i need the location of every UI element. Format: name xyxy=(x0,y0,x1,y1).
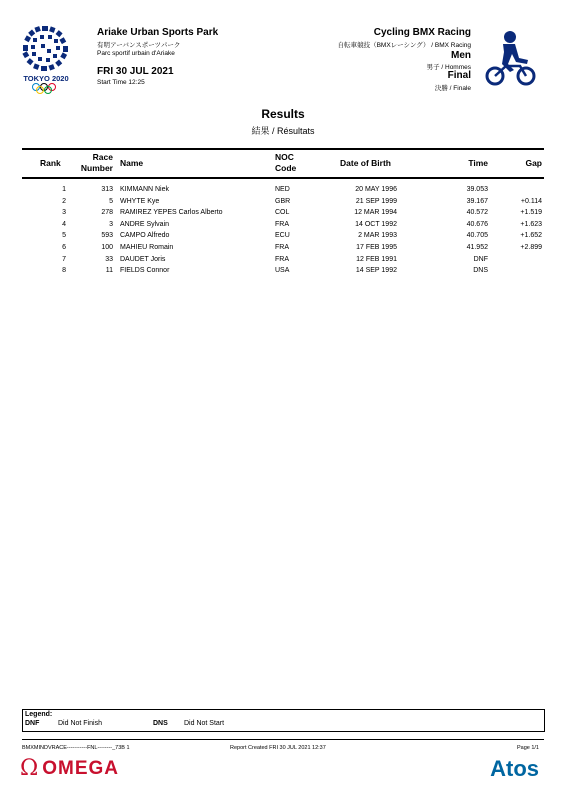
cell-name: FIELDS Connor xyxy=(120,267,170,275)
col-header-race-number-line1: Race xyxy=(92,152,113,162)
col-header-name: Name xyxy=(120,158,144,168)
cell-time: 40.572 xyxy=(466,209,488,217)
cell-race-number: 313 xyxy=(101,186,113,193)
sport-name-sub: 自転車競技（BMXレーシング） / BMX Racing xyxy=(337,42,471,49)
cell-time: 40.705 xyxy=(466,232,488,240)
cell-noc: COL xyxy=(275,209,290,217)
atos-logo: Atos xyxy=(490,756,539,781)
cell-noc: GBR xyxy=(275,197,291,205)
footer-rule xyxy=(22,739,544,740)
cell-dob: 17 FEB 1995 xyxy=(356,244,397,251)
cell-time: 40.676 xyxy=(466,220,488,228)
cell-name: WHYTE Kye xyxy=(120,197,160,205)
cell-dob: 14 SEP 1992 xyxy=(355,267,397,275)
cell-dob: 20 MAY 1996 xyxy=(355,186,397,193)
venue-name-fr: Parc sportif urbain d'Ariake xyxy=(97,50,175,57)
cell-rank: 1 xyxy=(62,186,66,193)
start-time: Start Time 12:25 xyxy=(97,79,145,86)
cell-race-number: 100 xyxy=(101,244,113,251)
page-number: Page 1/1 xyxy=(516,745,539,751)
cell-race-number: 3 xyxy=(109,220,113,228)
cell-dob: 21 SEP 1999 xyxy=(355,197,397,205)
cell-name: DAUDET Joris xyxy=(120,255,166,263)
logo-text: TOKYO 2020 xyxy=(23,74,69,83)
col-header-noc-line2: Code xyxy=(275,163,297,173)
table-header-rule xyxy=(22,177,544,179)
legend-desc-dns: Did Not Start xyxy=(184,720,225,727)
cell-noc: NED xyxy=(275,186,290,193)
cell-race-number: 278 xyxy=(101,209,113,217)
cell-gap: +0.114 xyxy=(520,197,542,205)
tokyo-2020-logo xyxy=(18,24,74,94)
cell-name: RAMIREZ YEPES Carlos Alberto xyxy=(120,209,223,217)
cell-race-number: 5 xyxy=(109,197,113,205)
report-code: BMXMINDVRACE-----------FNL--------_73B 1 xyxy=(22,745,130,751)
cell-name: MAHIEU Romain xyxy=(120,244,174,251)
col-header-noc-line1: NOC xyxy=(275,152,294,162)
cell-gap: +1.652 xyxy=(520,232,542,240)
cell-gap: +2.899 xyxy=(520,244,542,251)
cell-dob: 2 MAR 1993 xyxy=(358,232,397,240)
cell-rank: 7 xyxy=(62,255,66,263)
table-top-rule xyxy=(22,148,544,150)
omega-wordmark: OMEGA xyxy=(42,758,120,779)
legend-desc-dnf: Did Not Finish xyxy=(58,720,102,727)
cell-noc: FRA xyxy=(275,220,289,228)
cell-noc: ECU xyxy=(275,232,290,240)
cell-rank: 8 xyxy=(62,267,66,275)
event-date: FRI 30 JUL 2021 xyxy=(97,66,174,77)
cell-gap: +1.519 xyxy=(520,209,542,217)
cell-noc: USA xyxy=(275,267,290,275)
cell-dob: 12 FEB 1991 xyxy=(356,255,397,263)
cell-time: 41.952 xyxy=(466,244,488,251)
gender-sub: 男子 / Hommes xyxy=(426,64,471,71)
col-header-dob: Date of Birth xyxy=(340,158,391,168)
col-header-rank: Rank xyxy=(40,158,61,168)
sport-name: Cycling BMX Racing xyxy=(373,27,471,38)
cell-name: CAMPO Alfredo xyxy=(120,232,170,240)
cell-race-number: 593 xyxy=(101,232,113,240)
omega-logo xyxy=(20,758,119,780)
cell-rank: 6 xyxy=(62,244,66,251)
cell-rank: 3 xyxy=(62,209,66,217)
cell-noc: FRA xyxy=(275,255,289,263)
venue-name: Ariake Urban Sports Park xyxy=(97,27,219,38)
cell-race-number: 33 xyxy=(105,255,113,263)
legend-code-dnf: DNF xyxy=(25,720,40,727)
omega-symbol-icon: Ω xyxy=(20,756,39,781)
cell-name: KIMMANN Niek xyxy=(120,186,170,193)
col-header-race-number-line2: Number xyxy=(80,163,113,173)
cell-time: 39.167 xyxy=(466,197,488,205)
cell-rank: 4 xyxy=(62,220,66,228)
phase: Final xyxy=(447,70,471,81)
page-title: Results xyxy=(261,107,305,121)
cell-race-number: 11 xyxy=(105,267,113,275)
cell-rank: 5 xyxy=(62,232,66,240)
legend-code-dns: DNS xyxy=(153,720,168,727)
cell-dob: 12 MAR 1994 xyxy=(354,209,397,217)
bmx-pictogram-icon xyxy=(484,30,536,88)
cell-name: ANDRE Sylvain xyxy=(120,220,170,228)
page-subtitle: 結果 / Résultats xyxy=(251,126,315,136)
cell-noc: FRA xyxy=(275,244,289,251)
col-header-time: Time xyxy=(468,158,488,168)
report-created: Report Created FRI 30 JUL 2021 12:37 xyxy=(230,745,326,751)
cell-time: DNF xyxy=(473,255,488,263)
cell-rank: 2 xyxy=(62,197,66,205)
cell-time: DNS xyxy=(473,267,488,275)
phase-sub: 決勝 / Finale xyxy=(434,85,471,92)
venue-name-ja: 有明アーバンスポーツパーク xyxy=(97,42,181,49)
cell-gap: +1.623 xyxy=(520,220,542,228)
cell-dob: 14 OCT 1992 xyxy=(355,220,397,228)
cell-time: 39.053 xyxy=(466,186,488,193)
gender: Men xyxy=(451,50,471,61)
legend-title: Legend: xyxy=(25,711,53,718)
col-header-gap: Gap xyxy=(525,158,542,168)
